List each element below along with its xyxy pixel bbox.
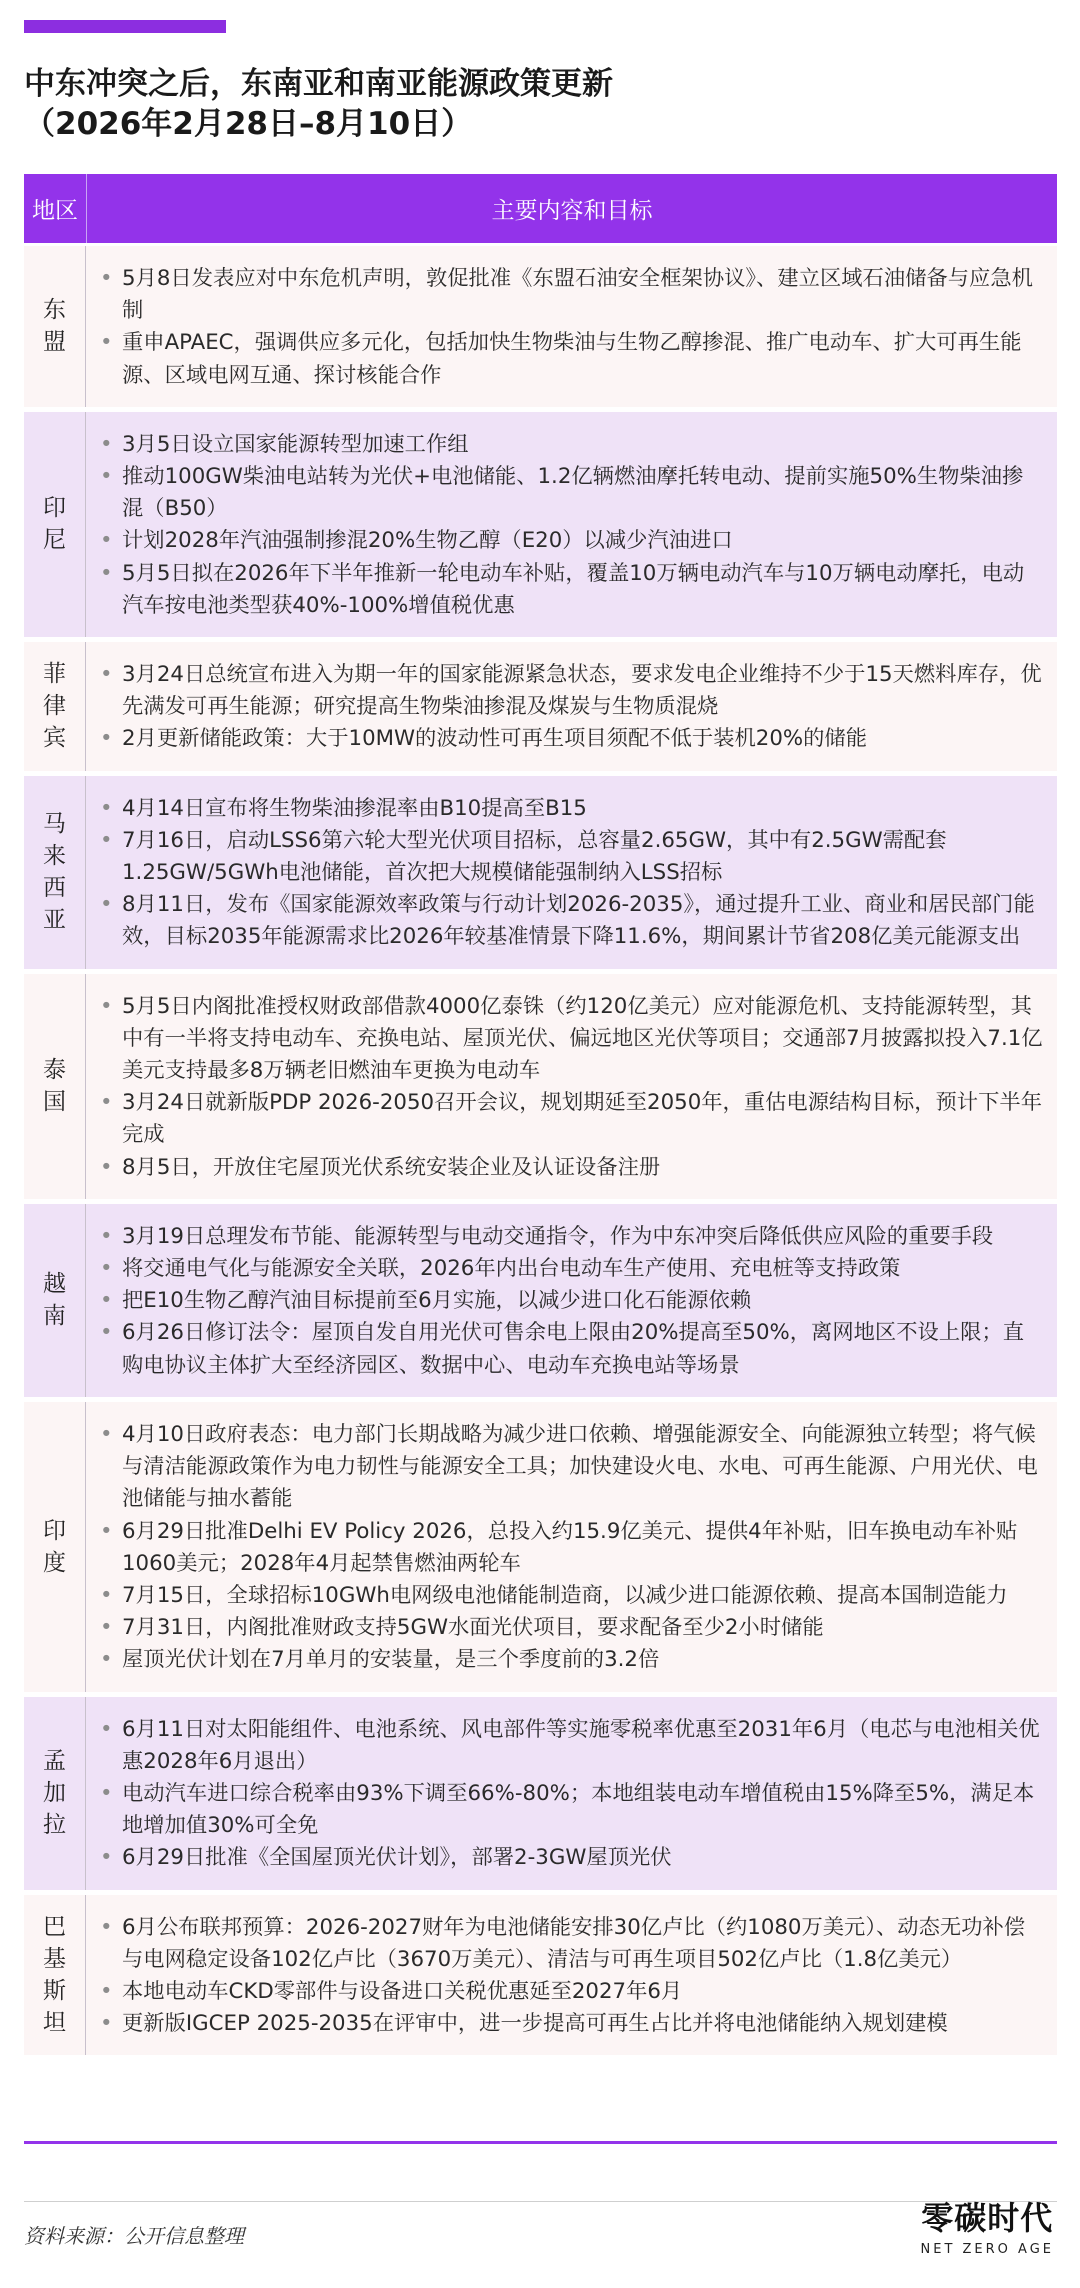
bullet-item: • 电动汽车进口综合税率由93%下调至66%-80%；本地组装电动车增值税由15%降至5%，满足本地增加值30%可全免	[100, 1778, 1043, 1842]
brand-logo	[921, 2200, 1054, 2257]
content-cell	[86, 1895, 1057, 2056]
bullet-item: • 5月5日拟在2026年下半年推新一轮电动车补贴，覆盖10万辆电动汽车与10万辆电动摩托，电动汽车按电池类型获40%-100%增值税优惠	[100, 558, 1043, 622]
region-cell: 印尼	[24, 412, 86, 637]
table-row	[24, 642, 1057, 776]
bullet-item: • 本地电动车CKD零部件与设备进口关税优惠延至2027年6月	[100, 1976, 1043, 2008]
content-cell	[86, 1697, 1057, 1890]
bullet-item: • 8月11日，发布《国家能源效率政策与行动计划2026-2035》，通过提升工业、商业和居民部门能效，目标2035年能源需求比2026年较基准情景下降11.6%，期间累计节省208亿美元能源支出	[100, 889, 1043, 953]
content-cell	[86, 1204, 1057, 1397]
bullet-item: • 把E10生物乙醇汽油目标提前至6月实施，以减少进口化石能源依赖	[100, 1285, 1043, 1317]
bullet-item: • 6月11日对太阳能组件、电池系统、风电部件等实施零税率优惠至2031年6月（电芯与电池相关优惠2028年6月退出）	[100, 1714, 1043, 1778]
table-bottom-line	[24, 2141, 1057, 2144]
bullet-item: • 3月24日总统宣布进入为期一年的国家能源紧急状态，要求发电企业维持不少于15天燃料库存，优先满发可再生能源；研究提高生物柴油掺混及煤炭与生物质混烧	[100, 659, 1043, 723]
bullet-item: • 7月16日，启动LSS6第六轮大型光伏项目招标，总容量2.65GW，其中有2.5GW需配套1.25GW/5GWh电池储能，首次把大规模储能强制纳入LSS招标	[100, 825, 1043, 889]
bullet-item: • 7月15日，全球招标10GWh电网级电池储能制造商，以减少进口能源依赖、提高本国制造能力	[100, 1580, 1043, 1612]
table-row	[24, 412, 1057, 642]
content-cell	[86, 974, 1057, 1199]
bullet-item: • 8月5日，开放住宅屋顶光伏系统安装企业及认证设备注册	[100, 1152, 1043, 1184]
bullet-item: • 4月10日政府表态：电力部门长期战略为减少进口依赖、增强能源安全、向能源独立转型；将气候与清洁能源政策作为电力韧性与能源安全工具；加快建设火电、水电、可再生能源、户用光伏、电池储能与抽水蓄能	[100, 1419, 1043, 1516]
table-row	[24, 1204, 1057, 1402]
bullet-item: • 3月5日设立国家能源转型加速工作组	[100, 429, 1043, 461]
region-cell: 越南	[24, 1204, 86, 1397]
bullet-item: • 3月24日就新版PDP 2026-2050召开会议，规划期延至2050年，重估电源结构目标，预计下半年完成	[100, 1087, 1043, 1151]
bullet-item: • 计划2028年汽油强制掺混20%生物乙醇（E20）以减少汽油进口	[100, 525, 1043, 557]
content-cell	[86, 412, 1057, 637]
region-cell: 巴基斯坦	[24, 1895, 86, 2056]
bullet-item: • 推动100GW柴油电站转为光伏+电池储能、1.2亿辆燃油摩托转电动、提前实施50%生物柴油掺混（B50）	[100, 461, 1043, 525]
table-row	[24, 1895, 1057, 2061]
bullet-item: • 7月31日，内阁批准财政支持5GW水面光伏项目，要求配备至少2小时储能	[100, 1612, 1043, 1644]
source-note: 资料来源：公开信息整理	[24, 2224, 244, 2248]
table-header	[24, 174, 1057, 246]
table-body	[24, 246, 1057, 2060]
region-cell: 马来西亚	[24, 776, 86, 969]
content-cell	[86, 642, 1057, 771]
logo-english: NET ZERO AGE	[920, 2242, 1054, 2257]
region-cell: 孟加拉	[24, 1697, 86, 1890]
bullet-item: • 将交通电气化与能源安全关联，2026年内出台电动车生产使用、充电桩等支持政策	[100, 1253, 1043, 1285]
footer-divider	[24, 2201, 1057, 2202]
header-region: 地区	[24, 174, 87, 243]
table-row	[24, 1402, 1057, 1697]
bullet-item: • 屋顶光伏计划在7月单月的安装量，是三个季度前的3.2倍	[100, 1644, 1043, 1676]
bullet-item: • 6月26日修订法令：屋顶自发自用光伏可售余电上限由20%提高至50%，离网地区不设上限；直购电协议主体扩大至经济园区、数据中心、电动车充换电站等场景	[100, 1317, 1043, 1381]
bullet-item: • 重申APAEC，强调供应多元化，包括加快生物柴油与生物乙醇掺混、推广电动车、扩大可再生能源、区域电网互通、探讨核能合作	[100, 327, 1043, 391]
title-line-1: 中东冲突之后，东南亚和南亚能源政策更新	[24, 66, 613, 102]
content-cell	[86, 246, 1057, 407]
table-row	[24, 776, 1057, 974]
bullet-item: • 3月19日总理发布节能、能源转型与电动交通指令，作为中东冲突后降低供应风险的重要手段	[100, 1221, 1043, 1253]
region-cell: 印度	[24, 1402, 86, 1692]
region-cell: 菲律宾	[24, 642, 86, 771]
bullet-item: • 4月14日宣布将生物柴油掺混率由B10提高至B15	[100, 793, 1043, 825]
content-cell	[86, 1402, 1057, 1692]
bullet-item: • 6月29日批准Delhi EV Policy 2026，总投入约15.9亿美元、提供4年补贴，旧车换电动车补贴1060美元；2028年4月起禁售燃油两轮车	[100, 1516, 1043, 1580]
title-line-2: （2026年2月28日–8月10日）	[24, 106, 473, 142]
region-cell: 东盟	[24, 246, 86, 407]
table-row	[24, 1697, 1057, 1895]
bullet-item: • 5月8日发表应对中东危机声明，敦促批准《东盟石油安全框架协议》、建立区域石油储备与应急机制	[100, 263, 1043, 327]
logo-chinese: 零碳时代	[921, 2199, 1054, 2237]
accent-bar	[24, 20, 226, 33]
bullet-item: • 5月5日内阁批准授权财政部借款4000亿泰铢（约120亿美元）应对能源危机、支持能源转型，其中有一半将支持电动车、充换电站、屋顶光伏、偏远地区光伏等项目；交通部7月披露拟投入7.1亿美元支持最多8万辆老旧燃油车更换为电动车	[100, 991, 1043, 1088]
bullet-item: • 6月29日批准《全国屋顶光伏计划》，部署2-3GW屋顶光伏	[100, 1842, 1043, 1874]
bullet-item: • 2月更新储能政策：大于10MW的波动性可再生项目须配不低于装机20%的储能	[100, 723, 1043, 755]
header-content: 主要内容和目标	[491, 198, 653, 224]
table-row	[24, 974, 1057, 1204]
bullet-item: • 更新版IGCEP 2025-2035在评审中，进一步提高可再生占比并将电池储能纳入规划建模	[100, 2008, 1043, 2040]
page-title	[24, 64, 1054, 144]
region-cell: 泰国	[24, 974, 86, 1199]
content-cell	[86, 776, 1057, 969]
bullet-item: • 6月公布联邦预算：2026-2027财年为电池储能安排30亿卢比（约1080万美元）、动态无功补偿与电网稳定设备102亿卢比（3670万美元）、清洁与可再生项目502亿卢比（1.8亿美元）	[100, 1912, 1043, 1976]
policy-table	[24, 174, 1057, 2060]
table-row	[24, 246, 1057, 412]
